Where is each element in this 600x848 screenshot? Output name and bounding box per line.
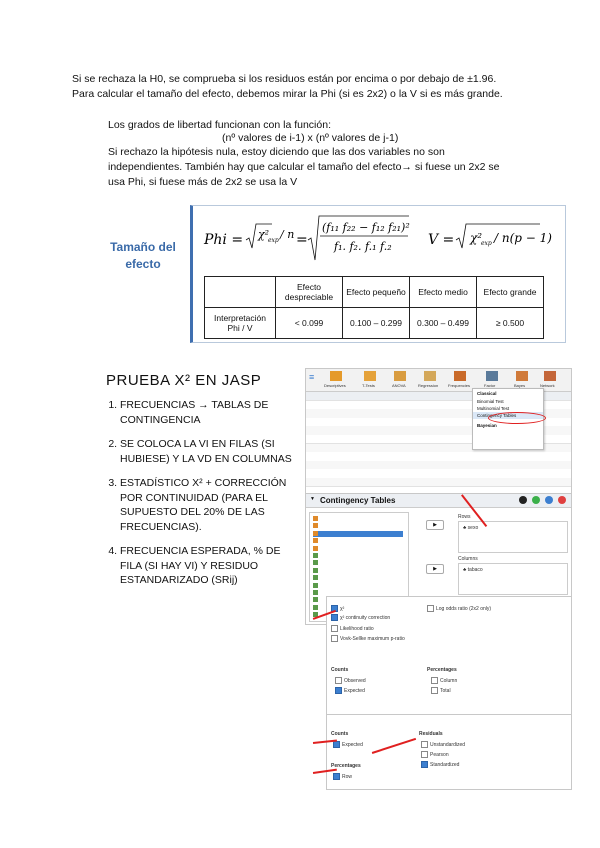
- toolbar-label[interactable]: Factor: [484, 383, 496, 388]
- edit-icon[interactable]: [532, 496, 540, 504]
- menu-item-contingency[interactable]: Contingency Tables: [473, 412, 543, 419]
- duplicate-icon[interactable]: [519, 496, 527, 504]
- anova-icon[interactable]: [394, 371, 406, 381]
- toolbar-label[interactable]: T-Tests: [362, 383, 375, 388]
- variable-type-icon: [313, 560, 318, 565]
- notes-line-5: usa Phi, si fuese más de 2x2 se usa la V: [108, 176, 298, 188]
- svg-text:(f₁₁ f₂₂ − f₁₂ f₂₁)²: (f₁₁ f₂₂ − f₁₂ f₂₁)²: [322, 221, 410, 234]
- intro-line-1: Si se rechaza la H0, se comprueba si los residuos están por encima o por debajo de ±1.96.: [72, 73, 497, 85]
- columns-box[interactable]: [458, 563, 568, 595]
- observed-label: Observed: [344, 677, 366, 684]
- toolbar-label[interactable]: Descriptives: [324, 383, 346, 388]
- svg-text:f₁. f₂. f.₁ f.₂: f₁. f₂. f.₁ f.₂: [334, 240, 392, 253]
- expected-label-2: Expected: [342, 741, 363, 748]
- variable-type-icon: [313, 590, 318, 595]
- log-odds-checkbox[interactable]: [427, 605, 434, 612]
- row-pct-checkbox[interactable]: [333, 773, 340, 780]
- total-pct-label: Total: [440, 687, 451, 694]
- table-cell: Efecto pequeño: [343, 277, 410, 308]
- effect-formulas: [200, 214, 555, 264]
- toolbar-label[interactable]: ANOVA: [392, 383, 406, 388]
- list-item[interactable]: [313, 553, 403, 559]
- menu-item[interactable]: Binomial Test: [477, 399, 504, 404]
- list-item[interactable]: [313, 516, 403, 522]
- list-item: 4. FRECUENCIA ESPERADA, % DE FILA (SI HAY VI) Y RESIDUO ESTANDARIZADO (SRij): [120, 544, 294, 588]
- svg-text:V =: V =: [428, 232, 455, 248]
- toolbar-label[interactable]: Network: [540, 383, 555, 388]
- section-title: PRUEBA X² EN JASP: [106, 372, 262, 389]
- notes-line-1: Los grados de libertad funcionan con la función:: [108, 119, 331, 131]
- regression-icon[interactable]: [424, 371, 436, 381]
- factor-icon[interactable]: [486, 371, 498, 381]
- svg-text:/ n: / n: [280, 228, 295, 241]
- list-item: 3. ESTADÍSTICO X² + CORRECCIÓN POR CONTINUIDAD (PARA EL SUPUESTO DEL 20% DE LAS FRECUENCIAS).: [120, 476, 294, 534]
- likelihood-label: Likelihood ratio: [340, 625, 374, 632]
- counts-title-2: Counts: [331, 731, 349, 737]
- rows-variable[interactable]: ♣ sexo: [463, 525, 479, 531]
- effect-table-wrap: [204, 276, 544, 339]
- notes-line-4: independientes. También hay que calcular el tamaño del efecto→ si fuese un 2x2 se: [108, 161, 500, 173]
- network-icon[interactable]: [544, 371, 556, 381]
- column-pct-checkbox[interactable]: [431, 677, 438, 684]
- variable-type-icon: [313, 568, 318, 573]
- total-pct-checkbox[interactable]: [431, 687, 438, 694]
- menu-item[interactable]: Multinomial Test: [477, 406, 510, 411]
- observed-checkbox[interactable]: [335, 677, 342, 684]
- residuals-title: Residuals: [419, 731, 443, 737]
- move-to-rows-button[interactable]: ▶: [426, 520, 444, 530]
- notes-line-3: Si rechazo la hipótesis nula, estoy diciendo que las dos variables no son: [108, 146, 445, 158]
- list-item[interactable]: [313, 546, 403, 552]
- continuity-label: χ² continuity correction: [340, 614, 391, 621]
- menu-icon[interactable]: ≡: [309, 372, 315, 382]
- list-item: 1. FRECUENCIAS → TABLAS DE CONTINGENCIA: [120, 398, 294, 427]
- cells-panel: [326, 714, 572, 790]
- effect-size-table: [204, 276, 544, 339]
- column-pct-label: Column: [440, 677, 458, 684]
- variable-type-icon: [313, 605, 318, 610]
- list-item[interactable]: [313, 568, 403, 574]
- steps-list: [96, 398, 294, 588]
- table-cell: < 0.099: [276, 308, 343, 339]
- table-cell: [205, 277, 276, 308]
- expected-checkbox[interactable]: [335, 687, 342, 694]
- log-odds-label: Log odds ratio (2x2 only): [436, 605, 492, 612]
- table-cell: 0.300 – 0.499: [410, 308, 477, 339]
- variable-type-icon: [313, 531, 318, 536]
- toolbar-label[interactable]: Bayes: [514, 383, 526, 388]
- list-item: 2. SE COLOCA LA VI EN FILAS (SI HUBIESE) Y LA VD EN COLUMNAS: [120, 437, 294, 466]
- variable-type-icon: [313, 597, 318, 602]
- table-row: [205, 308, 544, 339]
- info-icon[interactable]: [545, 496, 553, 504]
- expected-checkbox-2[interactable]: [333, 741, 340, 748]
- list-item[interactable]: [313, 523, 403, 529]
- move-to-columns-button[interactable]: ▶: [426, 564, 444, 574]
- variable-type-icon: [313, 575, 318, 580]
- continuity-checkbox[interactable]: [331, 614, 338, 621]
- variable-type-icon: [313, 523, 318, 528]
- statistics-panel: [326, 596, 572, 716]
- collapse-icon[interactable]: ▼: [310, 496, 315, 502]
- likelihood-checkbox[interactable]: [331, 625, 338, 632]
- unstandardized-label: Unstandardized: [430, 741, 466, 748]
- table-cell: Efecto grande: [477, 277, 544, 308]
- row-pct-label: Row: [342, 773, 353, 780]
- highlight-ellipse: [488, 412, 546, 424]
- steps-list-wrap: [96, 398, 294, 598]
- svg-text:χ²: χ²: [470, 231, 483, 245]
- effect-size-label: Tamaño del efecto: [110, 240, 176, 271]
- svg-text:/ n(p − 1): / n(p − 1): [494, 231, 552, 245]
- pearson-checkbox[interactable]: [421, 751, 428, 758]
- toolbar-label[interactable]: Frequencies: [448, 383, 471, 388]
- descriptives-icon[interactable]: [330, 371, 342, 381]
- panel-header: [306, 494, 571, 508]
- percentages-title: Percentages: [427, 667, 457, 673]
- svg-text:exp: exp: [268, 237, 279, 244]
- list-item[interactable]: [313, 560, 403, 566]
- menu-item[interactable]: Bayesian: [477, 423, 497, 428]
- variable-type-icon: [313, 516, 318, 521]
- variable-type-icon: [313, 546, 318, 551]
- columns-label: Columns: [458, 556, 478, 562]
- phi-formula: [200, 214, 555, 264]
- chi2-label: χ²: [340, 605, 345, 612]
- expected-label: Expected: [344, 687, 365, 694]
- percentages-title-2: Percentages: [331, 763, 361, 769]
- pearson-label: Pearson: [430, 751, 449, 758]
- toolbar-label[interactable]: Regression: [418, 383, 439, 388]
- columns-variable[interactable]: ♣ tabaco: [463, 567, 483, 573]
- rows-box[interactable]: [458, 521, 568, 553]
- svg-text:χ²: χ²: [258, 228, 270, 241]
- intro-line-2: Para calcular el tamaño del efecto, debemos mirar la Phi (si es 2x2) o la V si es más grande.: [72, 88, 503, 100]
- t-tests-icon[interactable]: [364, 371, 376, 381]
- list-item[interactable]: [313, 531, 403, 537]
- standardized-label: Standardized: [430, 761, 460, 768]
- svg-text:exp: exp: [481, 240, 492, 247]
- notes-line-2: (nº valores de i-1) x (nº valores de j-1): [222, 132, 399, 144]
- vs-mpr-label: Vovk-Sellke maximum p-ratio: [340, 635, 405, 642]
- table-cell: 0.100 – 0.299: [343, 308, 410, 339]
- standardized-checkbox[interactable]: [421, 761, 428, 768]
- table-cell: Efecto medio: [410, 277, 477, 308]
- variable-type-icon: [313, 538, 318, 543]
- bayes-icon[interactable]: [516, 371, 528, 381]
- panel-title: Contingency Tables: [320, 496, 396, 505]
- table-cell: Interpretación Phi / V: [205, 308, 276, 339]
- list-item[interactable]: [313, 583, 403, 589]
- variable-type-icon: [313, 553, 318, 558]
- rows-label: Rows: [458, 514, 471, 520]
- svg-text:=: =: [296, 232, 308, 248]
- unstandardized-checkbox[interactable]: [421, 741, 428, 748]
- close-icon[interactable]: [558, 496, 566, 504]
- table-cell: ≥ 0.500: [477, 308, 544, 339]
- frequencies-icon[interactable]: [454, 371, 466, 381]
- counts-title: Counts: [331, 667, 349, 673]
- list-item[interactable]: [313, 575, 403, 581]
- variable-type-icon: [313, 583, 318, 588]
- menu-item[interactable]: Classical: [477, 391, 497, 396]
- svg-text:Phi =: Phi =: [204, 232, 244, 248]
- table-cell: Efecto despreciable: [276, 277, 343, 308]
- vs-mpr-checkbox[interactable]: [331, 635, 338, 642]
- table-header-row: [205, 277, 544, 308]
- list-item[interactable]: [313, 538, 403, 544]
